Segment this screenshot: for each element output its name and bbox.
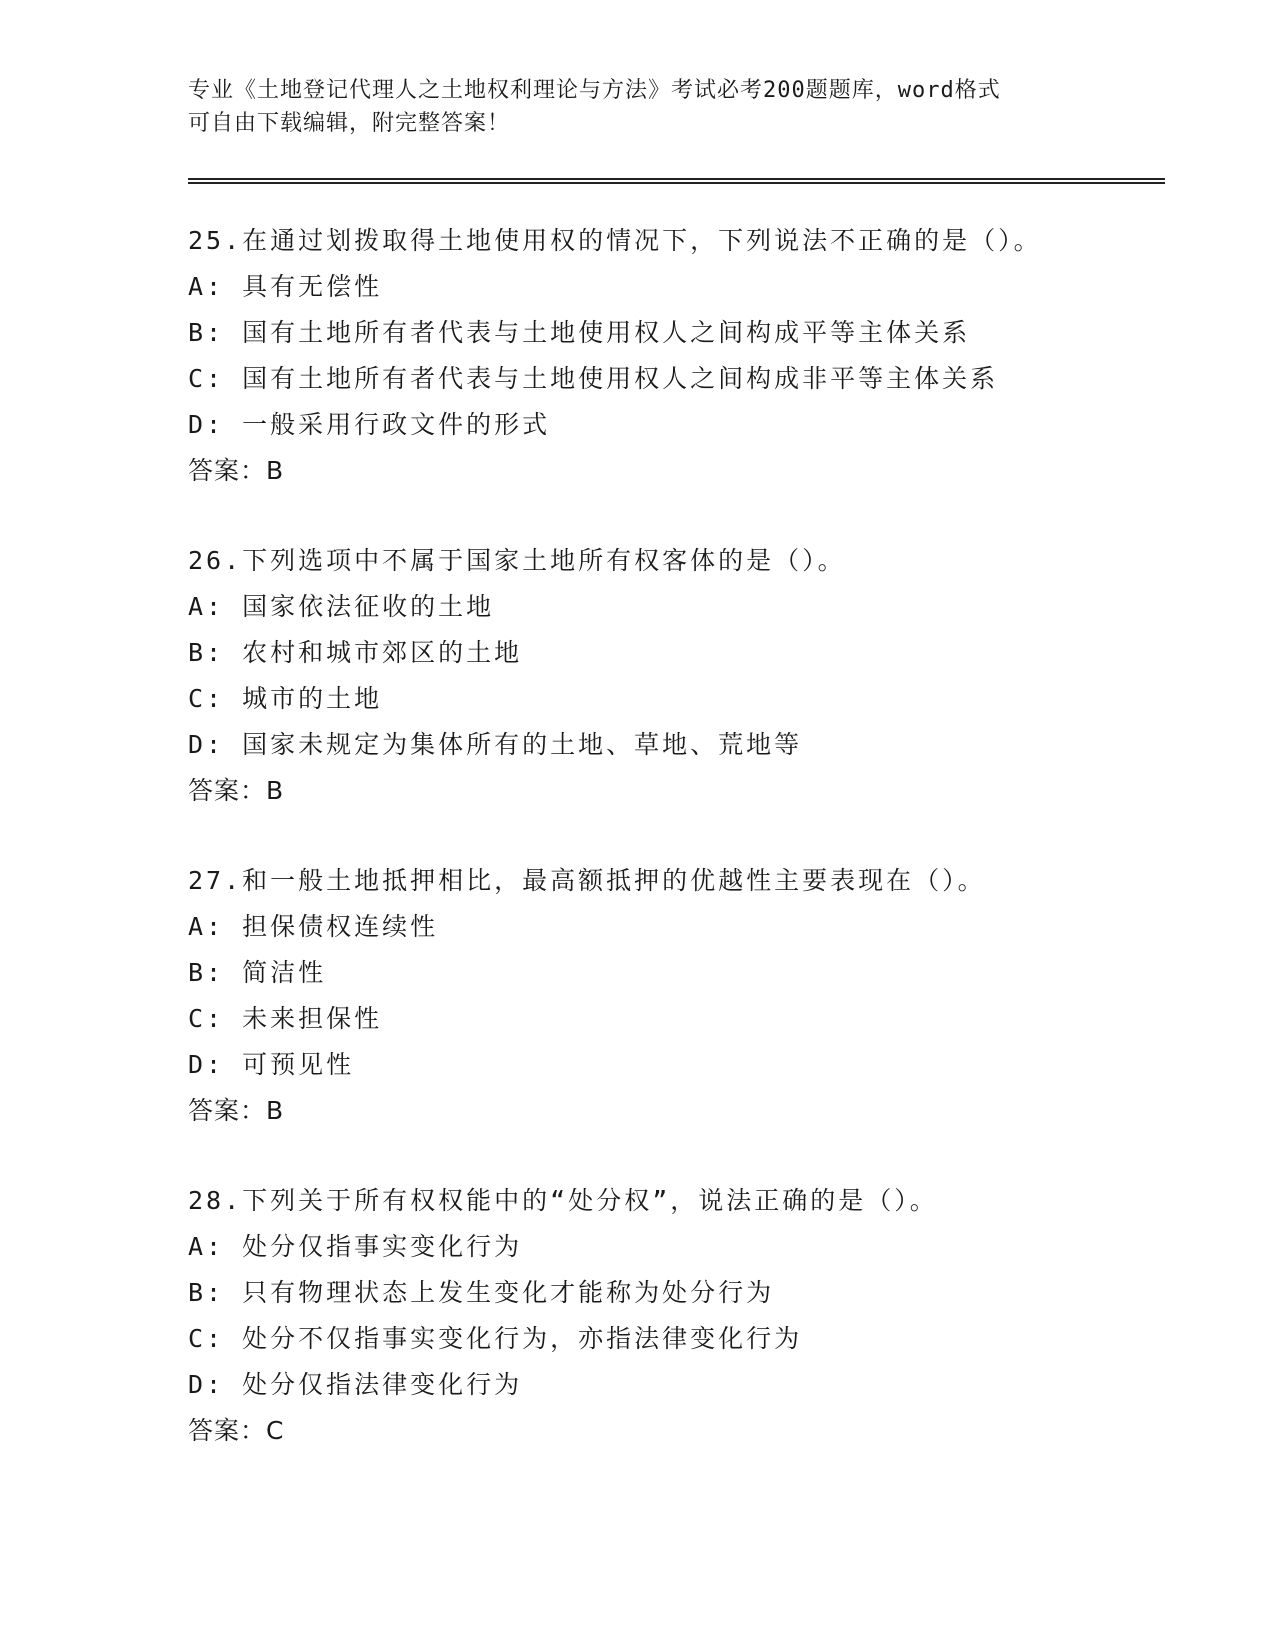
question-stem: 25.在通过划拨取得土地使用权的情况下，下列说法不正确的是（）。	[188, 226, 1042, 255]
option-c: C: 未来担保性	[188, 1004, 383, 1033]
question-stem: 28.下列关于所有权权能中的“处分权”，说法正确的是（）。	[188, 1186, 938, 1215]
header-divider	[188, 178, 1165, 184]
document-header	[188, 74, 1088, 140]
option-b: B: 农村和城市郊区的土地	[188, 638, 523, 667]
option-a: A: 处分仅指事实变化行为	[188, 1232, 523, 1261]
answer: 答案：B	[188, 776, 285, 805]
header-line-1: 专业《土地登记代理人之土地权利理论与方法》考试必考200题题库，word格式	[188, 78, 1001, 103]
answer: 答案：B	[188, 456, 285, 485]
option-b: B: 国有土地所有者代表与土地使用权人之间构成平等主体关系	[188, 318, 971, 347]
question-25	[188, 218, 1148, 494]
option-a: A: 国家依法征收的土地	[188, 592, 495, 621]
option-a: A: 具有无偿性	[188, 272, 383, 301]
option-b: B: 只有物理状态上发生变化才能称为处分行为	[188, 1278, 775, 1307]
option-d: D: 处分仅指法律变化行为	[188, 1370, 523, 1399]
question-stem: 27.和一般土地抵押相比，最高额抵押的优越性主要表现在（）。	[188, 866, 986, 895]
option-b: B: 简洁性	[188, 958, 327, 987]
question-28	[188, 1178, 1148, 1454]
answer: 答案：B	[188, 1096, 285, 1125]
header-line-2: 可自由下载编辑，附完整答案！	[188, 111, 511, 136]
option-d: D: 可预见性	[188, 1050, 355, 1079]
option-c: C: 国有土地所有者代表与土地使用权人之间构成非平等主体关系	[188, 364, 999, 393]
option-c: C: 城市的土地	[188, 684, 383, 713]
answer: 答案：C	[188, 1416, 285, 1445]
question-27	[188, 858, 1148, 1134]
question-26	[188, 538, 1148, 814]
option-c: C: 处分不仅指事实变化行为，亦指法律变化行为	[188, 1324, 803, 1353]
option-d: D: 国家未规定为集体所有的土地、草地、荒地等	[188, 730, 803, 759]
question-stem: 26.下列选项中不属于国家土地所有权客体的是（）。	[188, 546, 846, 575]
option-d: D: 一般采用行政文件的形式	[188, 410, 551, 439]
option-a: A: 担保债权连续性	[188, 912, 439, 941]
